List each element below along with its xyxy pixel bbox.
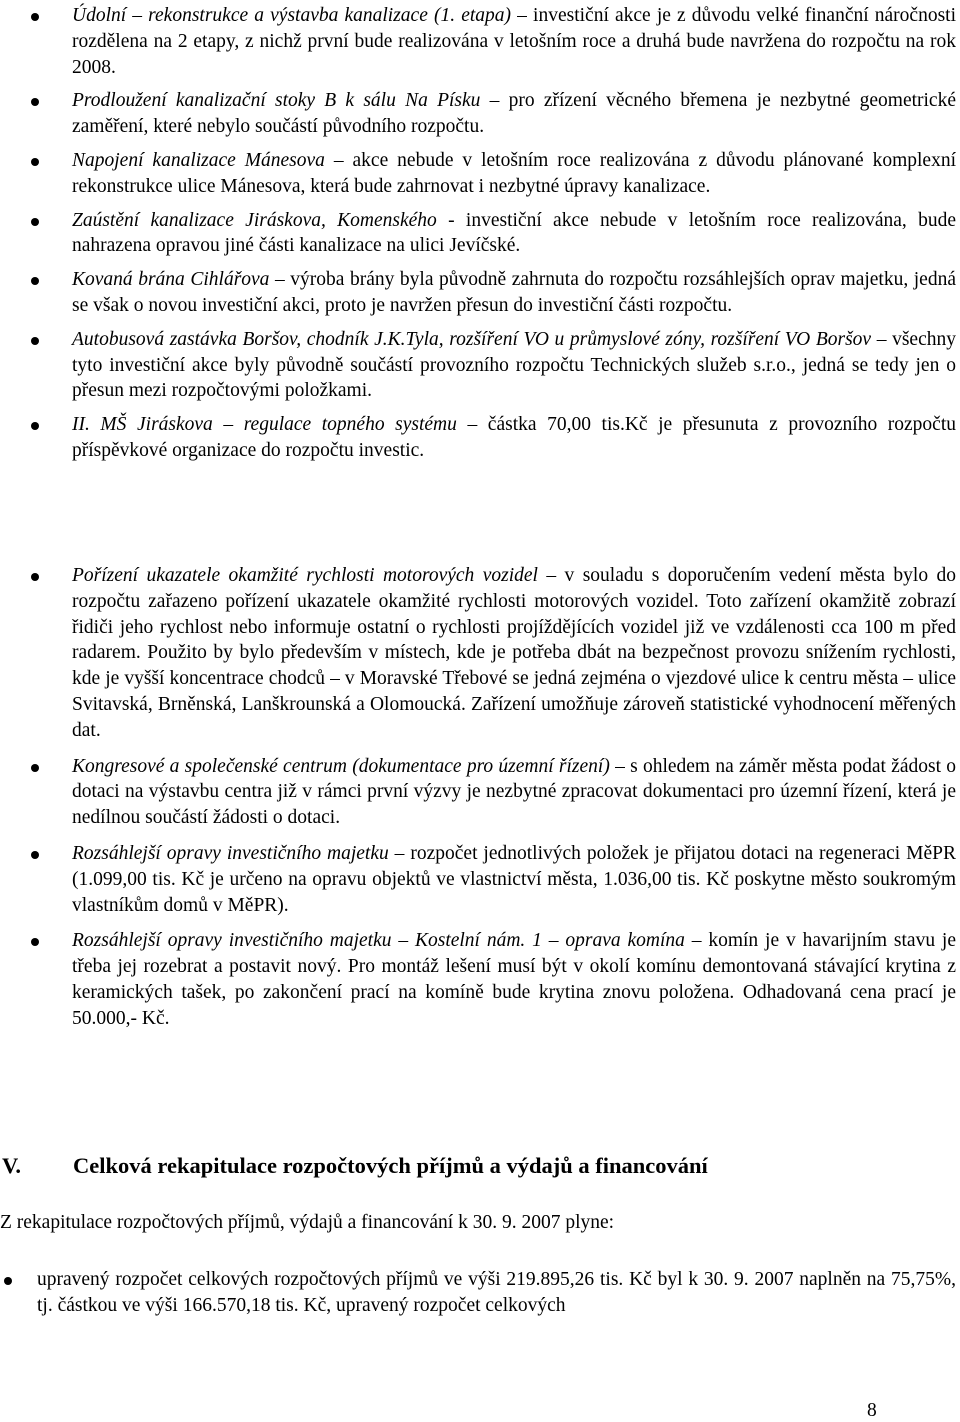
- item-title: Kovaná brána Cihlářova: [72, 269, 270, 291]
- item-text: upravený rozpočet celkových rozpočtových příjmů ve výši 219.895,26 tis. Kč byl k 30. 9. 2007 naplněn na 75,75%, tj. částkou ve výši 166.570,18 tis. Kč, upravený rozpočet celkových: [37, 1269, 956, 1316]
- summary-list: [0, 1267, 960, 1319]
- bullet-icon: [4, 1277, 12, 1285]
- investment-list-2: [0, 563, 960, 1032]
- item-text: – rozpočet jednotlivých položek je přijatou dotaci na regeneraci MěPR (1.099,00 tis. Kč je určeno na opravu objektů ve vlastnictví města, 1.036,00 tis. Kč poskytne město soukromým vlastníkům domů v MěPR).: [72, 842, 956, 916]
- item-text: – investiční akce je z důvodu velké finanční náročnosti rozdělena na 2 etapy, z nichž první bude realizována v letošním roce a druhá bude navržena do rozpočtu na rok 2008.: [72, 5, 956, 78]
- list-item: [0, 754, 960, 831]
- list-item: [0, 928, 960, 1031]
- list-item: [0, 1267, 960, 1319]
- list-item: [0, 88, 960, 140]
- item-text: – v souladu s doporučením vedení města bylo do rozpočtu zařazeno pořízení ukazatele okamžité rychlosti motorových vozidel. Toto zařízení okamžitě zobrazí řidiči jeho rychlost nebo informuje ostatní o rychlosti projíždějících vozidel již ve vzdálenosti cca 100 m před radarem. Použito by bylo především v místech, kde je potřeba dbát na bezpečnost provozu snížením rychlosti, kde je vyšší koncentrace chodců – v Moravské Třebové se jedná zejména o vjezdové ulice k centru města – ulice Svitavská, Brněnská, Lanškrounská a Olomoucká. Zařízení umožňuje zároveň statistické vyhodnocení měřených dat.: [72, 565, 956, 741]
- list-item: [0, 563, 960, 744]
- item-title: II. MŠ Jiráskova – regulace topného systému: [72, 414, 457, 436]
- investment-list-1: [0, 3, 960, 464]
- bullet-icon: [31, 158, 39, 166]
- bullet-icon: [31, 851, 39, 859]
- bullet-icon: [31, 13, 39, 21]
- item-text: – s ohledem na záměr města podat žádost o dotaci na výstavbu centra již v rámci první výzvy je nezbytné zpracovat dokumentaci pro územní řízení, která je nedílnou součástí žádosti o dotaci.: [72, 755, 957, 829]
- list-item: [0, 3, 960, 80]
- bullet-icon: [31, 218, 39, 226]
- list-item: [0, 327, 960, 404]
- item-title: Zaústění kanalizace Jiráskova, Komenského: [72, 209, 437, 231]
- bullet-icon: [31, 938, 39, 946]
- bullet-icon: [31, 422, 39, 430]
- item-title: Napojení kanalizace Mánesova: [72, 149, 325, 171]
- list-item: [0, 267, 960, 319]
- item-text: – akce nebude v letošním roce realizována z důvodu plánované komplexní rekonstrukce ulice Mánesova, která bude zahrnovat i nezbytné úpravy kanalizace.: [72, 149, 956, 197]
- item-title: Rozsáhlejší opravy investičního majetku: [72, 842, 389, 864]
- item-title: Pořízení ukazatele okamžité rychlosti motorových vozidel: [72, 565, 538, 586]
- item-title: Prodloužení kanalizační stoky B k sálu Na Písku: [72, 90, 481, 112]
- item-text: – všechny tyto investiční akce byly původně součástí provozního rozpočtu Technických služeb s.r.o., jedná se tedy jen o přesun mezi rozpočtovými položkami.: [72, 328, 956, 402]
- section-number: V.: [2, 1153, 21, 1178]
- bullet-icon: [31, 277, 39, 285]
- item-text: – komín je v havarijním stavu je třeba jej rozebrat a postavit nový. Pro montáž lešení musí být v okolí komínu demontovaná stávající krytina z keramických tašek, po zakončení prací na komíně bude krytina znovu položena. Odhadovaná cena prací je 50.000,- Kč.: [72, 930, 956, 1029]
- list-item: [0, 208, 960, 260]
- item-title: Autobusová zastávka Boršov, chodník J.K.Tyla, rozšíření VO u průmyslové zóny, rozšíření VO Boršov: [72, 328, 872, 350]
- item-title: Rozsáhlejší opravy investičního majetku – Kostelní nám. 1 – oprava komína: [72, 930, 685, 952]
- list-item: [0, 841, 960, 918]
- page-number: 8: [867, 1400, 877, 1421]
- bullet-icon: [31, 573, 39, 581]
- item-text: – výroba brány byla původně zahrnuta do rozpočtu rozsáhlejších oprav majetku, jedná se však o novou investiční akci, proto je navržen přesun do investiční části rozpočtu.: [72, 269, 956, 316]
- item-text: – částka 70,00 tis.Kč je přesunuta z provozního rozpočtu příspěvkové organizace do rozpočtu investic.: [72, 414, 956, 461]
- list-item: [0, 148, 960, 200]
- list-item: [0, 412, 960, 464]
- bullet-icon: [31, 337, 39, 345]
- bullet-icon: [31, 764, 39, 772]
- item-text: - investiční akce nebude v letošním roce realizována, bude nahrazena opravou jiné části kanalizace na ulici Jevíčské.: [72, 209, 956, 257]
- section-title: Celková rekapitulace rozpočtových příjmů a výdajů a financování: [73, 1153, 708, 1178]
- item-title: Údolní – rekonstrukce a výstavba kanalizace (1. etapa): [72, 5, 512, 26]
- item-title: Kongresové a společenské centrum (dokumentace pro územní řízení): [72, 755, 610, 777]
- item-text: – pro zřízení věcného břemena je nezbytné geometrické zaměření, které nebylo součástí původního rozpočtu.: [72, 90, 956, 138]
- bullet-icon: [31, 98, 39, 106]
- section-intro: Z rekapitulace rozpočtových příjmů, výdajů a financování k 30. 9. 2007 plyne:: [0, 1212, 615, 1233]
